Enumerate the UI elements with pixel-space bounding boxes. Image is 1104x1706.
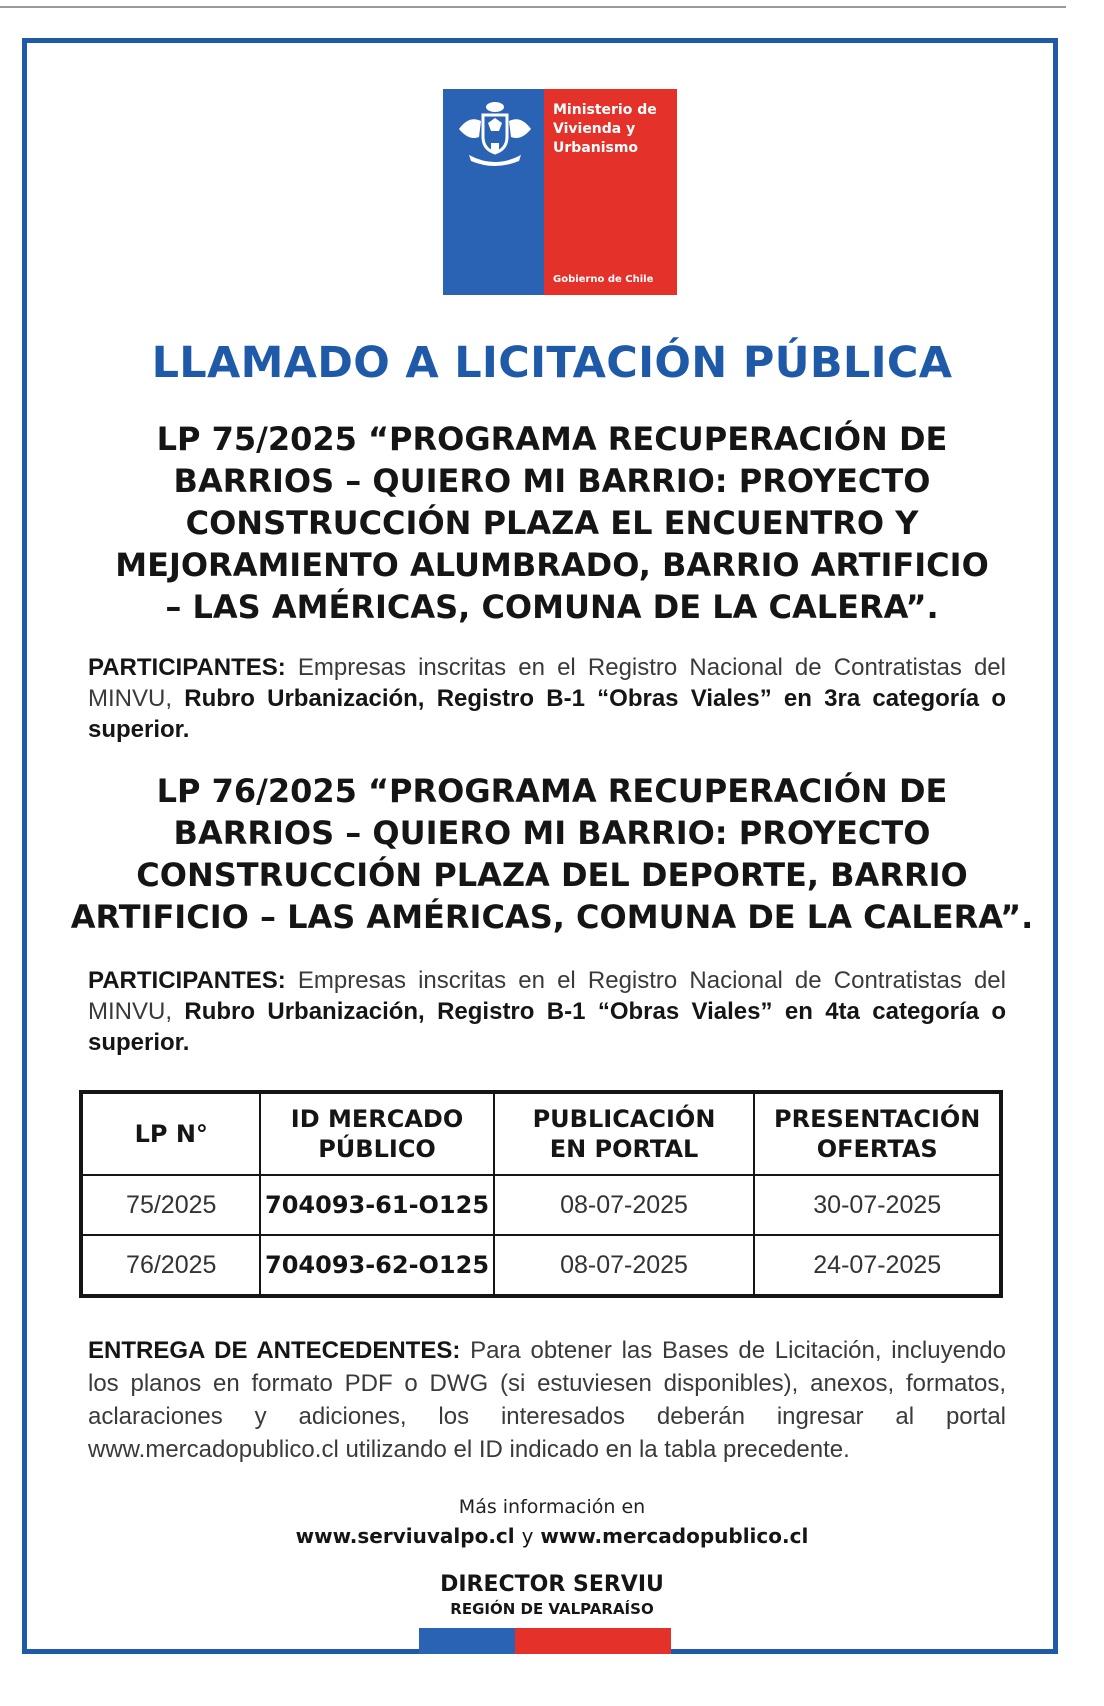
more-info-label: Más información en — [458, 1496, 646, 1518]
minvu-logo — [443, 89, 677, 295]
header-offers: PRESENTACIÓN OFERTAS — [754, 1092, 1001, 1175]
flag-red-segment — [515, 1628, 671, 1654]
info-links — [0, 1524, 1104, 1548]
page-title: LLAMADO A LICITACIÓN PÚBLICA — [151, 338, 953, 388]
delivery-paragraph — [88, 1334, 1006, 1466]
government-label: Gobierno de Chile — [553, 274, 654, 285]
chile-coat-of-arms-icon — [455, 99, 535, 171]
cell-lp-number: 76/2025 — [81, 1235, 260, 1296]
participants-text: Empresas inscritas en el Registro Nacional de Contratistas del MINVU, — [88, 654, 1006, 712]
participants-requirements: Rubro Urbanización, Registro B-1 “Obras Viales” en 3ra categoría o superior. — [88, 685, 1006, 743]
flag-color-bar — [419, 1628, 671, 1654]
signature-region: REGIÓN DE VALPARAÍSO — [450, 1600, 654, 1618]
participants-requirements: Rubro Urbanización, Registro B-1 “Obras Viales” en 4ta categoría o superior. — [88, 998, 1006, 1056]
logo-red-panel — [544, 89, 677, 295]
tender-heading-lp76: LP 76/2025 “PROGRAMA RECUPERACIÓN DE BARRIOS – QUIERO MI BARRIO: PROYECTO CONSTRUCCIÓN PLAZA DEL DEPORTE, BARRIO ARTIFICIO – LAS AMÉRICAS, COMUNA DE LA CALERA”. — [70, 772, 1034, 936]
delivery-text: Para obtener las Bases de Licitación, incluyendo los planos en formato PDF o DWG (si estuviesen disponibles), anexos, formatos, aclaraciones y adiciones, los interesados deberán ingresar al portal www.mercadopublico.cl utilizando el ID indicado en la tabla precedente. — [88, 1337, 1006, 1463]
table-row — [81, 1175, 1001, 1235]
participants-text: Empresas inscritas en el Registro Nacional de Contratistas del MINVU, — [88, 967, 1006, 1025]
cell-offers-date: 30-07-2025 — [754, 1175, 1001, 1235]
flag-blue-segment — [419, 1628, 515, 1654]
cell-lp-number: 75/2025 — [81, 1175, 260, 1235]
ministry-name: Ministerio de Vivienda y Urbanismo — [553, 102, 657, 156]
links-joiner: y — [521, 1524, 534, 1548]
header-lp-number: LP N° — [81, 1092, 260, 1175]
table-header-row — [81, 1092, 1001, 1175]
cell-publication-date: 08-07-2025 — [494, 1235, 755, 1296]
participants-label: PARTICIPANTES: — [88, 967, 286, 994]
tender-table — [79, 1090, 1003, 1298]
top-divider — [0, 6, 1066, 8]
signature-title: DIRECTOR SERVIU — [440, 1572, 664, 1597]
logo-blue-panel — [443, 89, 544, 295]
delivery-label: ENTREGA DE ANTECEDENTES: — [88, 1337, 461, 1364]
cell-market-id: 704093-61-O125 — [260, 1175, 493, 1235]
table-row — [81, 1235, 1001, 1296]
mercadopublico-link[interactable]: www.mercadopublico.cl — [540, 1524, 809, 1548]
header-publication: PUBLICACIÓN EN PORTAL — [494, 1092, 755, 1175]
cell-publication-date: 08-07-2025 — [494, 1175, 755, 1235]
participants-label: PARTICIPANTES: — [88, 654, 286, 681]
header-market-id: ID MERCADO PÚBLICO — [260, 1092, 493, 1175]
serviu-link[interactable]: www.serviuvalpo.cl — [295, 1524, 515, 1548]
participants-lp76 — [88, 965, 1006, 1058]
tender-heading-lp75: LP 75/2025 “PROGRAMA RECUPERACIÓN DE BARRIOS – QUIERO MI BARRIO: PROYECTO CONSTRUCCIÓN PLAZA EL ENCUENTRO Y MEJORAMIENTO ALUMBRADO, BARRIO ARTIFICIO – LAS AMÉRICAS, COMUNA DE LA CALERA”. — [115, 420, 989, 626]
participants-lp75 — [88, 652, 1006, 745]
cell-offers-date: 24-07-2025 — [754, 1235, 1001, 1296]
cell-market-id: 704093-62-O125 — [260, 1235, 493, 1296]
